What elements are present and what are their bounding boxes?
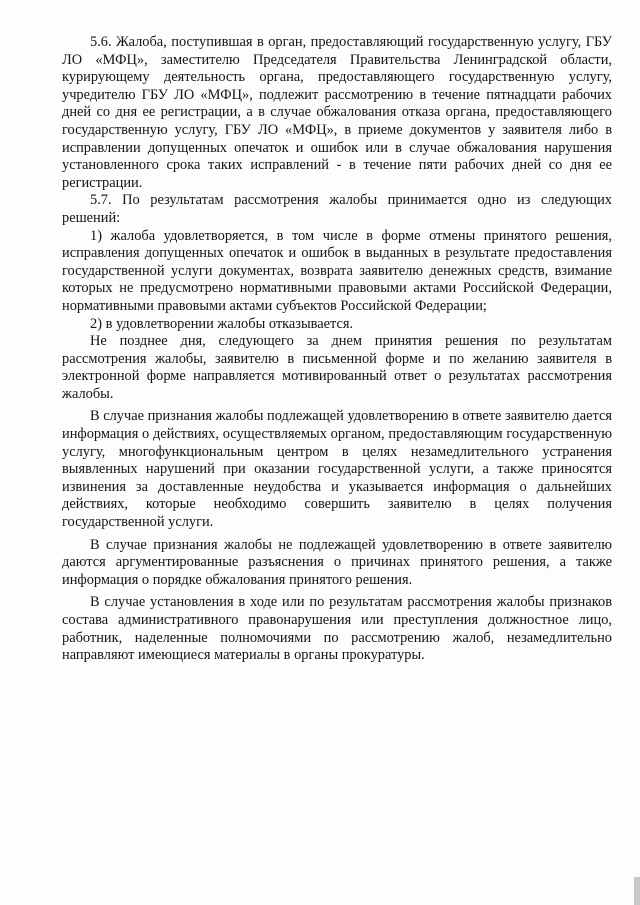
paragraph-5-7: 5.7. По результатам рассмотрения жалобы принимается одно из следующих решений: <box>62 192 612 226</box>
paragraph-rejected-case: В случае признания жалобы не подлежащей удовлетворению в ответе заявителю даются аргументированные разъяснения о причинах принятого решения, а также информация о порядке обжалования принятого решения. <box>62 536 612 588</box>
paragraph-option-2: 2) в удовлетворении жалобы отказывается. <box>90 315 354 332</box>
scan-edge-mark <box>634 877 640 905</box>
paragraph-5-6: 5.6. Жалоба, поступившая в орган, предоставляющий государственную услугу, ГБУ ЛО «МФЦ», заместителю Председателя Правительства Ленинградской области, курирующему деятельность органа, предоставляющего государственную услугу, учредителю ГБУ ЛО «МФЦ», подлежит рассмотрению в течение пятнадцати рабочих дней со дня ее регистрации, а в случае обжалования отказа органа, предоставляющего государственную услугу, ГБУ ЛО «МФЦ», в приеме документов у заявителя либо в исправлении допущенных опечаток и ошибок или в случае обжалования нарушения установленного срока таких исправлений - в течение пяти рабочих дней со дня ее регистрации. <box>62 34 612 191</box>
paragraph-option-1: 1) жалоба удовлетворяется, в том числе в форме отмены принятого решения, исправления допущенных опечаток и ошибок в выданных в результате предоставления государственной услуги документах, возврата заявителю денежных средств, взимание которых не предусмотрено нормативными правовыми актами Российской Федерации, нормативными правовыми актами субъектов Российской Федерации; <box>62 227 612 314</box>
paragraph-response-deadline: Не позднее дня, следующего за днем принятия решения по результатам рассмотрения жалобы, заявителю в письменной форме и по желанию заявителя в электронной форме направляется мотивированный ответ о результатах рассмотрения жалобы. <box>62 333 612 402</box>
paragraph-satisfied-case: В случае признания жалобы подлежащей удовлетворению в ответе заявителю дается информация о действиях, осуществляемых органом, предоставляющим государственную услугу, многофункциональным центром в целях незамедлительного устранения выявленных нарушений при оказании государственной услуги, а также приносятся извинения за доставленные неудобства и указывается информация о дальнейших действиях, которые необходимо совершить заявителю в целях получения государственной услуги. <box>62 408 612 531</box>
paragraph-prosecution: В случае установления в ходе или по результатам рассмотрения жалобы признаков состава административного правонарушения или преступления должностное лицо, работник, наделенные полномочиями по рассмотрению жалоб, незамедлительно направляют имеющиеся материалы в органы прокуратуры. <box>62 594 612 664</box>
